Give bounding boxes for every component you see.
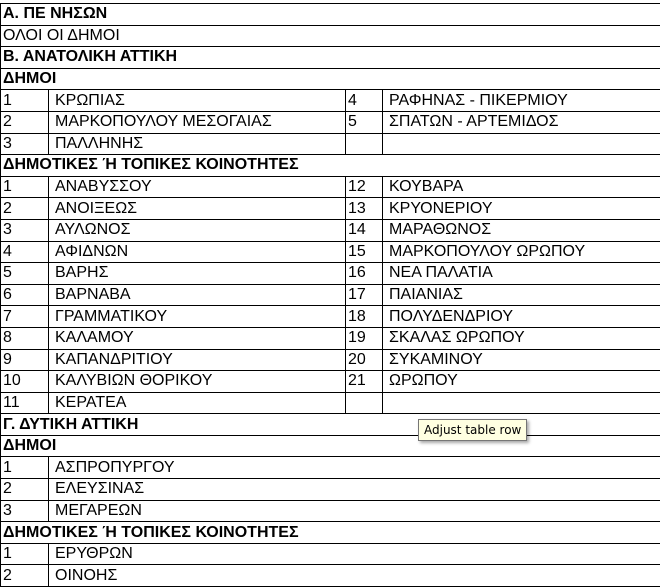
row-number: 12 (346, 176, 383, 198)
table-row[interactable] (1, 176, 660, 198)
table-row[interactable] (1, 284, 660, 306)
table-row[interactable] (1, 219, 660, 241)
row-name: ΚΑΠΑΝΔΡΙΤΙΟΥ (49, 349, 346, 371)
row-number: 17 (346, 284, 383, 306)
row-name (383, 392, 660, 414)
row-name: ΑΝΑΒΥΣΣΟΥ (49, 176, 346, 198)
row-number: 8 (1, 327, 49, 349)
row-number: 4 (1, 241, 49, 263)
section-c-communities-header-row[interactable] (1, 522, 660, 544)
table-row[interactable] (1, 90, 660, 112)
row-number: 9 (1, 349, 49, 371)
section-c-title: Γ. ΔΥΤΙΚΗ ΑΤΤΙΚΗ (1, 414, 660, 436)
adjust-table-row-tooltip: Adjust table row (418, 419, 527, 441)
section-c-municipalities-header-row[interactable] (1, 435, 660, 457)
row-name: ΚΡΩΠΙΑΣ (49, 90, 346, 112)
table-row[interactable] (1, 241, 660, 263)
row-number: 7 (1, 306, 49, 328)
row-name: ΜΑΡΑΘΩΝΟΣ (383, 219, 660, 241)
row-number: 16 (346, 263, 383, 285)
table-row[interactable] (1, 479, 660, 501)
table-row[interactable] (1, 565, 660, 587)
row-name: ΚΑΛΥΒΙΩΝ ΘΟΡΙΚΟΥ (49, 371, 346, 393)
table-row[interactable] (1, 371, 660, 393)
section-b-municipalities-header: ΔΗΜΟΙ (1, 68, 660, 90)
row-name: ΠΑΙΑΝΙΑΣ (383, 284, 660, 306)
row-number (346, 133, 383, 155)
table-row[interactable] (1, 543, 660, 565)
table-row[interactable] (1, 133, 660, 155)
row-name: ΣΠΑΤΩΝ - ΑΡΤΕΜΙΔΟΣ (383, 111, 660, 133)
row-name: ΜΕΓΑΡΕΩΝ (49, 500, 660, 522)
row-name: ΠΑΛΛΗΝΗΣ (49, 133, 346, 155)
row-number: 6 (1, 284, 49, 306)
row-name: ΑΝΟΙΞΕΩΣ (49, 198, 346, 220)
row-name: ΡΑΦΗΝΑΣ - ΠΙΚΕΡΜΙΟΥ (383, 90, 660, 112)
table-row[interactable] (1, 198, 660, 220)
table-row[interactable] (1, 306, 660, 328)
row-number: 4 (346, 90, 383, 112)
row-name: ΑΥΛΩΝΟΣ (49, 219, 346, 241)
row-name: ΒΑΡΗΣ (49, 263, 346, 285)
row-name: ΑΦΙΔΝΩΝ (49, 241, 346, 263)
row-name: ΣΥΚΑΜΙΝΟΥ (383, 349, 660, 371)
row-name: ΣΚΑΛΑΣ ΩΡΩΠΟΥ (383, 327, 660, 349)
row-name: ΚΕΡΑΤΕΑ (49, 392, 346, 414)
row-number: 14 (346, 219, 383, 241)
row-number: 2 (1, 198, 49, 220)
row-name: ΓΡΑΜΜΑΤΙΚΟΥ (49, 306, 346, 328)
row-number (346, 392, 383, 414)
row-name: ΑΣΠΡΟΠΥΡΓΟΥ (49, 457, 660, 479)
section-a-title: Α. ΠΕ ΝΗΣΩΝ (1, 4, 660, 26)
row-number: 2 (1, 111, 49, 133)
section-a-title-row[interactable] (1, 4, 660, 26)
table-row[interactable] (1, 500, 660, 522)
row-name: ΚΑΛΑΜΟΥ (49, 327, 346, 349)
row-number: 5 (1, 263, 49, 285)
table-row[interactable] (1, 263, 660, 285)
row-number: 1 (1, 457, 49, 479)
row-name: ΜΑΡΚΟΠΟΥΛΟΥ ΩΡΩΠΟΥ (383, 241, 660, 263)
row-number: 5 (346, 111, 383, 133)
table-body (1, 4, 660, 587)
row-number: 1 (1, 543, 49, 565)
row-name: ΕΡΥΘΡΩΝ (49, 543, 660, 565)
table-row[interactable] (1, 111, 660, 133)
table-row[interactable] (1, 349, 660, 371)
row-number: 3 (1, 219, 49, 241)
row-number: 2 (1, 479, 49, 501)
row-number: 13 (346, 198, 383, 220)
table-row[interactable] (1, 327, 660, 349)
row-number: 1 (1, 176, 49, 198)
row-name (383, 133, 660, 155)
section-c-communities-header: ΔΗΜΟΤΙΚΕΣ Ή ΤΟΠΙΚΕΣ ΚΟΙΝΟΤΗΤΕΣ (1, 522, 660, 544)
row-name: ΒΑΡΝΑΒΑ (49, 284, 346, 306)
row-number: 3 (1, 500, 49, 522)
section-b-communities-header: ΔΗΜΟΤΙΚΕΣ Ή ΤΟΠΙΚΕΣ ΚΟΙΝΟΤΗΤΕΣ (1, 155, 660, 177)
section-c-title-row[interactable] (1, 414, 660, 436)
row-number: 10 (1, 371, 49, 393)
section-a-all-row[interactable] (1, 25, 660, 47)
row-name: ΚΟΥΒΑΡΑ (383, 176, 660, 198)
row-number: 11 (1, 392, 49, 414)
section-c-municipalities-header: ΔΗΜΟΙ (1, 435, 660, 457)
table-row[interactable] (1, 457, 660, 479)
row-number: 20 (346, 349, 383, 371)
row-number: 18 (346, 306, 383, 328)
row-name: ΝΕΑ ΠΑΛΑΤΙΑ (383, 263, 660, 285)
row-number: 3 (1, 133, 49, 155)
row-number: 19 (346, 327, 383, 349)
section-b-title-row[interactable] (1, 47, 660, 69)
row-number: 15 (346, 241, 383, 263)
section-b-title: Β. ΑΝΑΤΟΛΙΚΗ ΑΤΤΙΚΗ (1, 47, 660, 69)
row-number: 21 (346, 371, 383, 393)
row-number: 1 (1, 90, 49, 112)
row-name: ΟΙΝΟΗΣ (49, 565, 660, 587)
section-b-communities-header-row[interactable] (1, 155, 660, 177)
section-a-all-municipalities: ΟΛΟΙ ΟΙ ΔΗΜΟΙ (1, 25, 660, 47)
section-b-municipalities-header-row[interactable] (1, 68, 660, 90)
document-table[interactable] (0, 3, 660, 587)
row-name: ΚΡΥΟΝΕΡΙΟΥ (383, 198, 660, 220)
row-name: ΠΟΛΥΔΕΝΔΡΙΟΥ (383, 306, 660, 328)
row-name: ΜΑΡΚΟΠΟΥΛΟΥ ΜΕΣΟΓΑΙΑΣ (49, 111, 346, 133)
row-name: ΩΡΩΠΟΥ (383, 371, 660, 393)
row-name: ΕΛΕΥΣΙΝΑΣ (49, 479, 660, 501)
row-number: 2 (1, 565, 49, 587)
table-row[interactable] (1, 392, 660, 414)
